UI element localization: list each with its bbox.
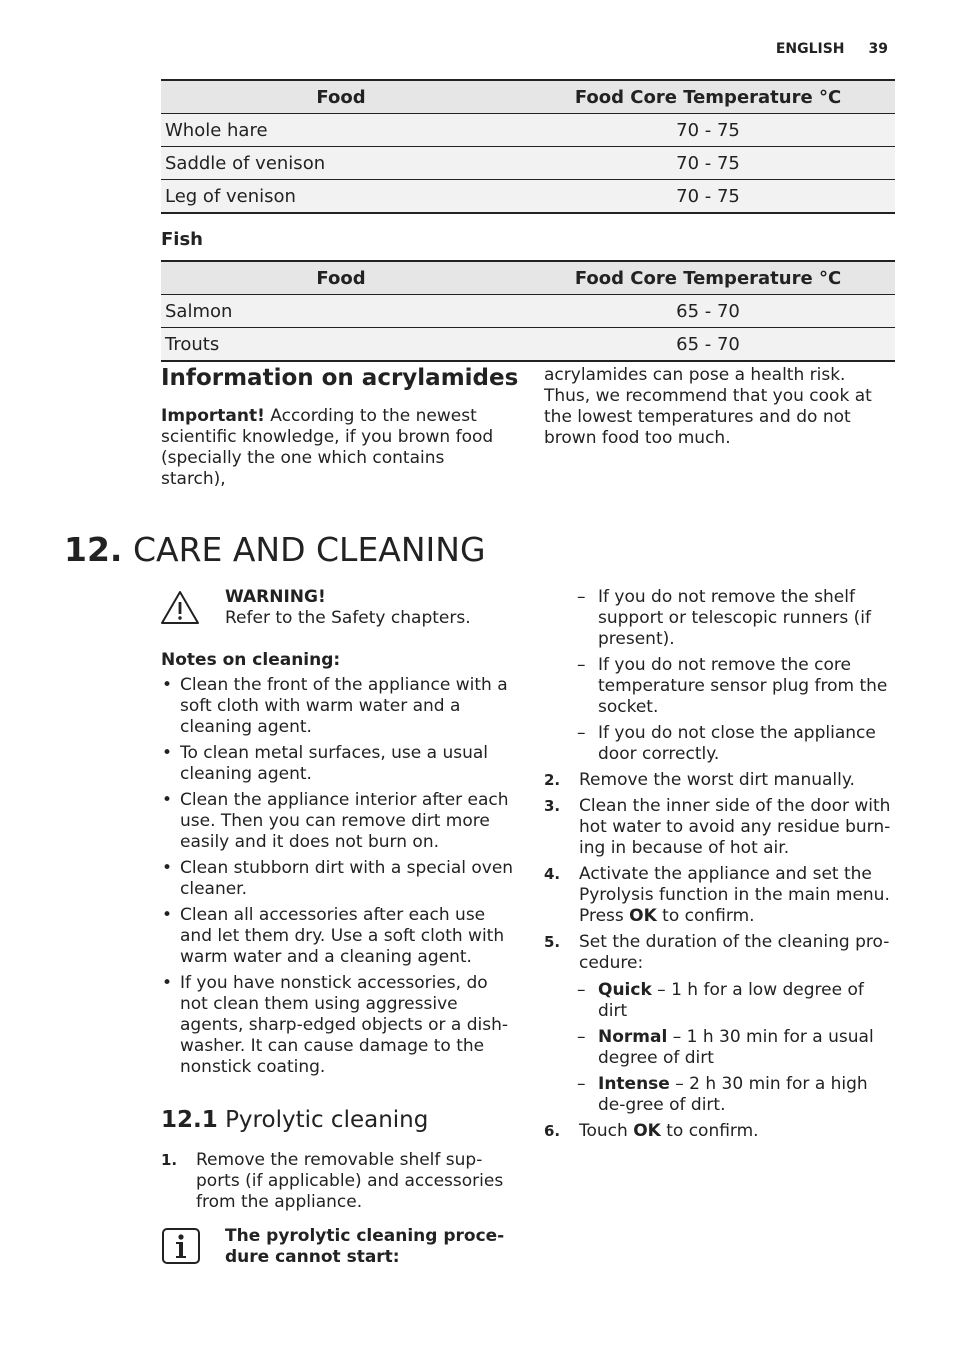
table-row (161, 295, 895, 328)
column-header: Food Core Temperature °C (521, 80, 895, 114)
list-item (544, 770, 896, 791)
right-column (544, 587, 896, 1147)
acrylamides-heading: Information on acrylamides (161, 365, 519, 391)
food-cell: Salmon (161, 295, 521, 328)
step-text: to confirm. (656, 906, 755, 926)
section-number: 12.1 (161, 1107, 218, 1133)
list-item (544, 1121, 896, 1142)
table-header-row (161, 261, 895, 295)
notes-list (161, 675, 516, 1083)
step-text: Activate the appliance and set the Pyrolysis function in the main menu. Press (579, 864, 890, 926)
chapter-number: 12. (64, 530, 123, 569)
step-text: Set the duration of the cleaning pro-cedure: (579, 932, 890, 973)
step-text: Remove the removable shelf sup-ports (if applicable) and accessories from the appliance. (196, 1150, 504, 1212)
page-header (776, 39, 888, 60)
list-item (544, 1027, 896, 1069)
food-cell: Leg of venison (161, 180, 521, 214)
step-text: Clean the inner side of the door with hot water to avoid any residue burn-ing in because of hot air. (579, 796, 891, 858)
game-temperature-table (161, 79, 895, 214)
column-header: Food Core Temperature °C (521, 261, 895, 295)
list-item: – If you do not remove the shelf support or telescopic runners (if present). (544, 587, 896, 650)
list-item: – If you do not close the appliance door correctly. (544, 723, 896, 765)
section-heading (161, 1106, 428, 1134)
warning-text: Refer to the Safety chapters. (225, 608, 471, 628)
ok-label: OK (633, 1121, 661, 1141)
duration-name: Normal (598, 1027, 668, 1047)
chapter-heading (64, 530, 486, 570)
step-number: 6. (544, 1122, 561, 1140)
steps-list-left (161, 1150, 511, 1218)
column-header: Food (161, 261, 521, 295)
acrylamides-text-right: acrylamides can pose a health risk. Thus, we recommend that you cook at the lowest temperatures and do not brown food too much. (544, 365, 872, 448)
list-item: • To clean metal surfaces, use a usual cleaning agent. (161, 743, 516, 785)
duration-name: Quick (598, 980, 652, 1000)
warning-title: WARNING! (225, 587, 326, 607)
info-text: The pyrolytic cleaning proce-dure cannot start: (225, 1226, 505, 1267)
food-cell: Saddle of venison (161, 147, 521, 180)
step-number: 5. (544, 933, 561, 951)
list-item: • Clean the appliance interior after each use. Then you can remove dirt more easily and it does not burn on. (161, 790, 516, 853)
table-row (161, 180, 895, 214)
steps-list-right (544, 770, 896, 974)
list-item: • If you have nonstick accessories, do not clean them using aggressive agents, sharp-edged objects or a dish-washer. It can cause damage to the nonstick coating. (161, 973, 516, 1078)
list-item (544, 796, 896, 859)
list-item (544, 932, 896, 974)
temperature-cell: 65 - 70 (521, 328, 895, 362)
conditions-list (544, 587, 896, 765)
temperature-cell: 65 - 70 (521, 295, 895, 328)
food-cell: Trouts (161, 328, 521, 362)
list-item: • Clean stubborn dirt with a special oven cleaner. (161, 858, 516, 900)
fish-temperature-table (161, 260, 895, 362)
acrylamides-text-part: According to the newest scientific knowledge, if you brown food (specially the one which contains starch), (161, 406, 494, 489)
step-text: Remove the worst dirt manually. (579, 770, 855, 790)
temperature-cell: 70 - 75 (521, 180, 895, 214)
steps-list-final (544, 1121, 896, 1142)
temperature-cell: 70 - 75 (521, 147, 895, 180)
list-item (544, 1074, 896, 1116)
table-row (161, 114, 895, 147)
info-icon (161, 1227, 201, 1265)
step-number: 1. (161, 1151, 178, 1169)
warning-icon (160, 590, 200, 626)
column-header: Food (161, 80, 521, 114)
step-number: 4. (544, 865, 561, 883)
list-item: • Clean the front of the appliance with a soft cloth with warm water and a cleaning agent. (161, 675, 516, 738)
list-item: – If you do not remove the core temperature sensor plug from the socket. (544, 655, 896, 718)
list-item: • Clean all accessories after each use and let them dry. Use a soft cloth with warm water and a cleaning agent. (161, 905, 516, 968)
language-label: ENGLISH (775, 41, 845, 57)
page-number: 39 (868, 41, 888, 57)
chapter-title: CARE AND CLEANING (132, 530, 486, 569)
list-item (161, 1150, 511, 1213)
step-text: Touch (579, 1121, 634, 1141)
duration-desc: – 1 h for a low degree of dirt (598, 980, 864, 1021)
temperature-cell: 70 - 75 (521, 114, 895, 147)
durations-list (544, 980, 896, 1116)
list-item (544, 864, 896, 927)
warning-block (225, 587, 525, 629)
table-row (161, 147, 895, 180)
ok-label: OK (629, 906, 657, 926)
duration-name: Intense (598, 1074, 670, 1094)
list-item (544, 980, 896, 1022)
food-cell: Whole hare (161, 114, 521, 147)
notes-heading: Notes on cleaning: (161, 650, 341, 670)
important-label: Important! (161, 406, 265, 426)
step-text: to confirm. (660, 1121, 759, 1141)
step-number: 2. (544, 771, 561, 789)
duration-desc: – 1 h 30 min for a usual degree of dirt (598, 1027, 874, 1068)
fish-label: Fish (161, 229, 203, 250)
table-header-row (161, 80, 895, 114)
duration-desc: – 2 h 30 min for a high de-gree of dirt. (598, 1074, 868, 1115)
acrylamides-text-left (161, 406, 511, 490)
step-number: 3. (544, 797, 561, 815)
section-title: Pyrolytic cleaning (225, 1107, 429, 1133)
table-row (161, 328, 895, 362)
